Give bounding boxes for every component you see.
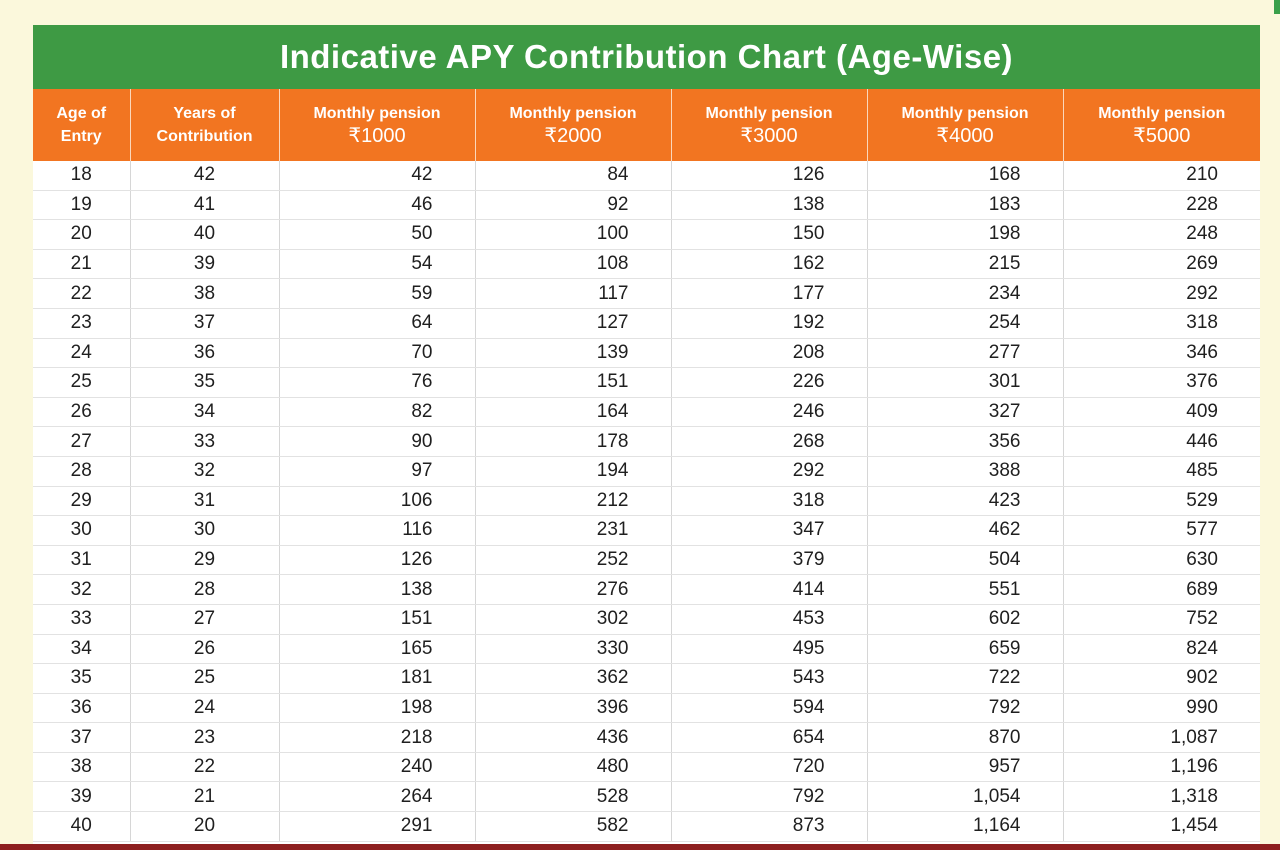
pension-1000-cell: 198	[279, 693, 475, 723]
pension-4000-cell: 462	[867, 516, 1063, 546]
pension-3000-cell: 453	[671, 604, 867, 634]
chart-title: Indicative APY Contribution Chart (Age-Wise)	[33, 25, 1260, 89]
years-cell: 26	[130, 634, 279, 664]
table-body	[33, 161, 1260, 841]
years-cell: 27	[130, 604, 279, 634]
pension-2000-cell: 528	[475, 782, 671, 812]
pension-1000-cell: 151	[279, 604, 475, 634]
corner-mark	[1274, 0, 1280, 14]
pension-4000-cell: 168	[867, 161, 1063, 190]
age-cell: 37	[33, 723, 130, 753]
age-cell: 38	[33, 752, 130, 782]
pension-3000-cell: 792	[671, 782, 867, 812]
table-row	[33, 545, 1260, 575]
pension-3000-cell: 292	[671, 456, 867, 486]
pension-4000-cell: 301	[867, 368, 1063, 398]
pension-4000-cell: 1,054	[867, 782, 1063, 812]
pension-5000-cell: 346	[1063, 338, 1260, 368]
pension-1000-cell: 106	[279, 486, 475, 516]
pension-2000-cell: 108	[475, 249, 671, 279]
years-cell: 36	[130, 338, 279, 368]
pension-4000-cell: 504	[867, 545, 1063, 575]
pension-5000-cell: 689	[1063, 575, 1260, 605]
header-pension-3000	[671, 89, 867, 161]
bottom-border	[0, 844, 1280, 850]
years-cell: 25	[130, 664, 279, 694]
table-row	[33, 516, 1260, 546]
table-row	[33, 427, 1260, 457]
age-cell: 27	[33, 427, 130, 457]
pension-4000-cell: 277	[867, 338, 1063, 368]
pension-5000-cell: 248	[1063, 220, 1260, 250]
years-cell: 31	[130, 486, 279, 516]
table-row	[33, 723, 1260, 753]
pension-1000-cell: 291	[279, 812, 475, 842]
pension-5000-cell: 210	[1063, 161, 1260, 190]
pension-1000-cell: 90	[279, 427, 475, 457]
pension-2000-cell: 84	[475, 161, 671, 190]
age-cell: 19	[33, 190, 130, 220]
pension-3000-cell: 268	[671, 427, 867, 457]
pension-1000-cell: 82	[279, 397, 475, 427]
pension-1000-cell: 116	[279, 516, 475, 546]
pension-4000-cell: 423	[867, 486, 1063, 516]
pension-5000-cell: 446	[1063, 427, 1260, 457]
header-age-line-2: Entry	[60, 128, 102, 145]
pension-2000-cell: 330	[475, 634, 671, 664]
header-pension-1000	[279, 89, 475, 161]
pension-1000-cell: 70	[279, 338, 475, 368]
pension-5000-cell: 630	[1063, 545, 1260, 575]
header-pension-amount: ₹1000	[348, 125, 406, 147]
pension-4000-cell: 659	[867, 634, 1063, 664]
pension-3000-cell: 720	[671, 752, 867, 782]
age-cell: 21	[33, 249, 130, 279]
table-header	[33, 89, 1260, 161]
pension-2000-cell: 100	[475, 220, 671, 250]
pension-5000-cell: 1,196	[1063, 752, 1260, 782]
age-cell: 33	[33, 604, 130, 634]
pension-4000-cell: 957	[867, 752, 1063, 782]
table-row	[33, 249, 1260, 279]
age-cell: 34	[33, 634, 130, 664]
age-cell: 32	[33, 575, 130, 605]
pension-5000-cell: 529	[1063, 486, 1260, 516]
pension-3000-cell: 379	[671, 545, 867, 575]
years-cell: 41	[130, 190, 279, 220]
contribution-chart	[33, 25, 1260, 844]
pension-3000-cell: 150	[671, 220, 867, 250]
age-cell: 24	[33, 338, 130, 368]
pension-3000-cell: 192	[671, 308, 867, 338]
age-cell: 28	[33, 456, 130, 486]
pension-3000-cell: 177	[671, 279, 867, 309]
years-cell: 34	[130, 397, 279, 427]
pension-1000-cell: 46	[279, 190, 475, 220]
table-row	[33, 634, 1260, 664]
age-cell: 31	[33, 545, 130, 575]
pension-1000-cell: 218	[279, 723, 475, 753]
pension-3000-cell: 347	[671, 516, 867, 546]
years-cell: 21	[130, 782, 279, 812]
years-cell: 39	[130, 249, 279, 279]
years-cell: 38	[130, 279, 279, 309]
pension-2000-cell: 151	[475, 368, 671, 398]
pension-1000-cell: 97	[279, 456, 475, 486]
age-cell: 18	[33, 161, 130, 190]
pension-4000-cell: 254	[867, 308, 1063, 338]
table-row	[33, 486, 1260, 516]
pension-2000-cell: 178	[475, 427, 671, 457]
pension-4000-cell: 388	[867, 456, 1063, 486]
header-pension-5000	[1063, 89, 1260, 161]
years-cell: 35	[130, 368, 279, 398]
pension-2000-cell: 127	[475, 308, 671, 338]
age-cell: 23	[33, 308, 130, 338]
pension-2000-cell: 139	[475, 338, 671, 368]
header-years-line-1: Years of	[173, 105, 236, 122]
header-pension-amount: ₹2000	[544, 125, 602, 147]
age-cell: 40	[33, 812, 130, 842]
table-row	[33, 456, 1260, 486]
pension-4000-cell: 198	[867, 220, 1063, 250]
age-cell: 35	[33, 664, 130, 694]
header-pension-label: Monthly pension	[901, 105, 1029, 122]
pension-4000-cell: 327	[867, 397, 1063, 427]
years-cell: 24	[130, 693, 279, 723]
table-row	[33, 812, 1260, 842]
age-cell: 20	[33, 220, 130, 250]
pension-2000-cell: 436	[475, 723, 671, 753]
table-row	[33, 338, 1260, 368]
pension-2000-cell: 302	[475, 604, 671, 634]
header-pension-amount: ₹3000	[740, 125, 798, 147]
table-row	[33, 368, 1260, 398]
header-pension-label: Monthly pension	[1098, 105, 1226, 122]
pension-4000-cell: 183	[867, 190, 1063, 220]
age-cell: 30	[33, 516, 130, 546]
years-cell: 30	[130, 516, 279, 546]
pension-5000-cell: 990	[1063, 693, 1260, 723]
pension-2000-cell: 92	[475, 190, 671, 220]
pension-2000-cell: 582	[475, 812, 671, 842]
pension-4000-cell: 356	[867, 427, 1063, 457]
header-pension-amount: ₹4000	[936, 125, 994, 147]
header-years-of-contribution	[130, 89, 279, 161]
pension-1000-cell: 50	[279, 220, 475, 250]
age-cell: 39	[33, 782, 130, 812]
pension-3000-cell: 126	[671, 161, 867, 190]
contribution-table	[33, 89, 1260, 842]
pension-4000-cell: 234	[867, 279, 1063, 309]
age-cell: 26	[33, 397, 130, 427]
pension-1000-cell: 240	[279, 752, 475, 782]
pension-4000-cell: 792	[867, 693, 1063, 723]
pension-4000-cell: 722	[867, 664, 1063, 694]
pension-3000-cell: 873	[671, 812, 867, 842]
age-cell: 22	[33, 279, 130, 309]
age-cell: 25	[33, 368, 130, 398]
header-pension-label: Monthly pension	[705, 105, 833, 122]
pension-2000-cell: 362	[475, 664, 671, 694]
pension-4000-cell: 215	[867, 249, 1063, 279]
header-pension-label: Monthly pension	[313, 105, 441, 122]
pension-1000-cell: 59	[279, 279, 475, 309]
pension-1000-cell: 264	[279, 782, 475, 812]
table-row	[33, 782, 1260, 812]
years-cell: 23	[130, 723, 279, 753]
header-pension-label: Monthly pension	[509, 105, 637, 122]
pension-3000-cell: 654	[671, 723, 867, 753]
pension-5000-cell: 228	[1063, 190, 1260, 220]
header-pension-amount: ₹5000	[1133, 125, 1191, 147]
pension-5000-cell: 1,318	[1063, 782, 1260, 812]
pension-5000-cell: 902	[1063, 664, 1260, 694]
years-cell: 22	[130, 752, 279, 782]
pension-2000-cell: 194	[475, 456, 671, 486]
pension-2000-cell: 212	[475, 486, 671, 516]
age-cell: 29	[33, 486, 130, 516]
pension-5000-cell: 824	[1063, 634, 1260, 664]
years-cell: 20	[130, 812, 279, 842]
years-cell: 29	[130, 545, 279, 575]
pension-2000-cell: 231	[475, 516, 671, 546]
pension-3000-cell: 246	[671, 397, 867, 427]
pension-5000-cell: 577	[1063, 516, 1260, 546]
pension-5000-cell: 409	[1063, 397, 1260, 427]
pension-1000-cell: 126	[279, 545, 475, 575]
years-cell: 37	[130, 308, 279, 338]
pension-5000-cell: 376	[1063, 368, 1260, 398]
header-age-of-entry	[33, 89, 130, 161]
header-row	[33, 89, 1260, 161]
pension-1000-cell: 181	[279, 664, 475, 694]
pension-1000-cell: 76	[279, 368, 475, 398]
table-row	[33, 161, 1260, 190]
years-cell: 42	[130, 161, 279, 190]
table-row	[33, 664, 1260, 694]
pension-4000-cell: 602	[867, 604, 1063, 634]
pension-3000-cell: 138	[671, 190, 867, 220]
pension-3000-cell: 543	[671, 664, 867, 694]
table-row	[33, 308, 1260, 338]
years-cell: 40	[130, 220, 279, 250]
pension-4000-cell: 870	[867, 723, 1063, 753]
header-pension-2000	[475, 89, 671, 161]
table-row	[33, 575, 1260, 605]
pension-2000-cell: 276	[475, 575, 671, 605]
pension-3000-cell: 594	[671, 693, 867, 723]
pension-2000-cell: 396	[475, 693, 671, 723]
pension-3000-cell: 208	[671, 338, 867, 368]
years-cell: 28	[130, 575, 279, 605]
pension-3000-cell: 414	[671, 575, 867, 605]
pension-1000-cell: 42	[279, 161, 475, 190]
pension-2000-cell: 164	[475, 397, 671, 427]
pension-1000-cell: 64	[279, 308, 475, 338]
pension-5000-cell: 292	[1063, 279, 1260, 309]
pension-5000-cell: 485	[1063, 456, 1260, 486]
header-years-line-2: Contribution	[156, 128, 253, 145]
table-row	[33, 604, 1260, 634]
pension-3000-cell: 162	[671, 249, 867, 279]
pension-5000-cell: 752	[1063, 604, 1260, 634]
pension-5000-cell: 269	[1063, 249, 1260, 279]
table-row	[33, 752, 1260, 782]
header-pension-4000	[867, 89, 1063, 161]
pension-3000-cell: 226	[671, 368, 867, 398]
pension-2000-cell: 252	[475, 545, 671, 575]
pension-4000-cell: 551	[867, 575, 1063, 605]
pension-5000-cell: 318	[1063, 308, 1260, 338]
header-age-line-1: Age of	[56, 105, 107, 122]
table-row	[33, 220, 1260, 250]
years-cell: 33	[130, 427, 279, 457]
table-row	[33, 190, 1260, 220]
pension-5000-cell: 1,087	[1063, 723, 1260, 753]
table-row	[33, 279, 1260, 309]
pension-1000-cell: 138	[279, 575, 475, 605]
pension-1000-cell: 165	[279, 634, 475, 664]
pension-2000-cell: 117	[475, 279, 671, 309]
years-cell: 32	[130, 456, 279, 486]
table-row	[33, 397, 1260, 427]
table-row	[33, 693, 1260, 723]
pension-3000-cell: 318	[671, 486, 867, 516]
pension-5000-cell: 1,454	[1063, 812, 1260, 842]
pension-2000-cell: 480	[475, 752, 671, 782]
pension-1000-cell: 54	[279, 249, 475, 279]
pension-3000-cell: 495	[671, 634, 867, 664]
pension-4000-cell: 1,164	[867, 812, 1063, 842]
age-cell: 36	[33, 693, 130, 723]
